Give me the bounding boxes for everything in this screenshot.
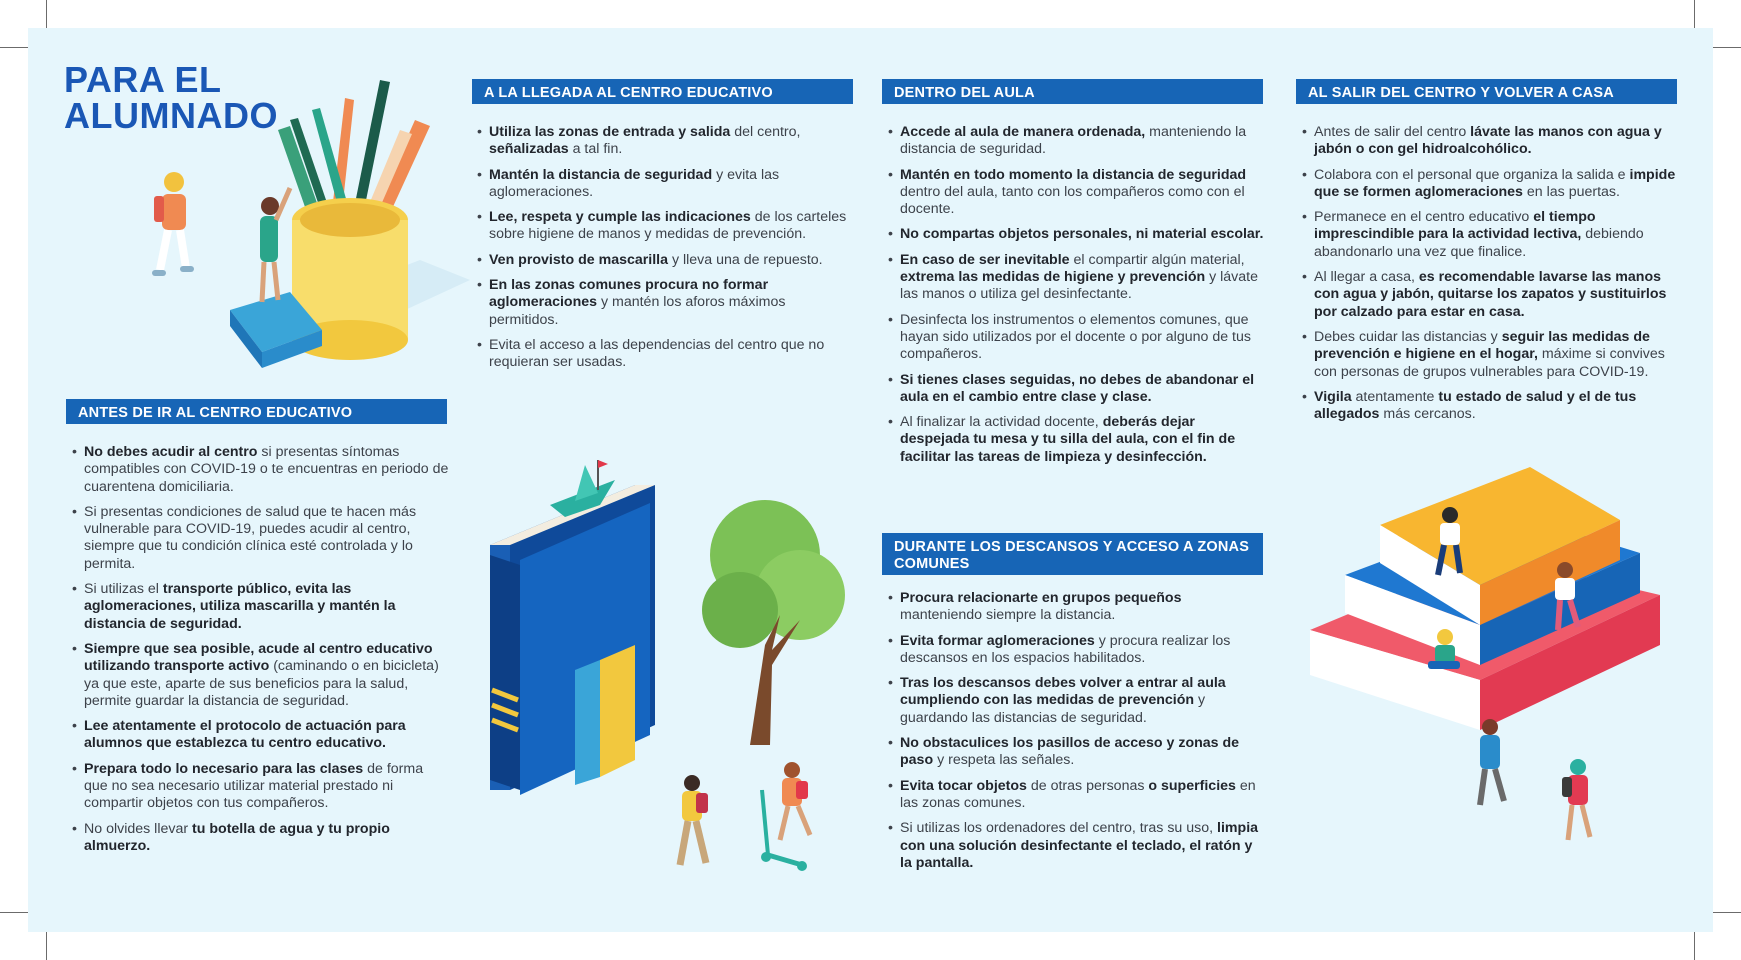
bullet-text-segment: Si utilizas el — [84, 581, 163, 598]
bullet-text-segment: Al llegar a casa, — [1314, 269, 1419, 286]
bullet-item — [886, 820, 1266, 872]
bullet-item — [886, 372, 1266, 407]
crop-mark — [0, 912, 30, 913]
bullet-text-segment: Accede al aula de manera ordenada, — [900, 124, 1146, 140]
bullet-text-segment: más cercanos. — [1379, 406, 1476, 423]
bullet-text-segment: Desinfecta los instrumentos o elementos comunes, que hayan sido utilizados por el docente o por alguno de tus compañeros. — [900, 311, 1251, 363]
bullet-text-segment: deberás dejar despejada tu mesa y tu silla del aula, con el fin de facilitar las tareas de limpieza y desinfección. — [900, 414, 1236, 465]
bullet-text-segment: limpia con una solución desinfectante el teclado, el ratón y la pantalla. — [900, 820, 1259, 871]
bullet-text-segment: (caminando o en bicicleta) ya que este, aparte de sus beneficios para la salud, permite guardar la distancia de seguridad. — [84, 658, 439, 709]
crop-mark — [0, 47, 30, 48]
bullet-text-segment: lávate las manos con agua y jabón o con gel hidroalcohólico. — [1314, 124, 1662, 158]
bullet-text-segment: En las zonas comunes procura no formar aglomeraciones — [489, 277, 769, 311]
bullet-text-segment: En caso de ser inevitable — [900, 251, 1070, 268]
bullet-text-segment: debiendo abandonarlo una vez que finalice. — [1314, 226, 1644, 260]
bullet-item — [886, 735, 1266, 770]
bullet-text-segment: el compartir algún material, — [1069, 251, 1245, 268]
bullet-item — [1300, 329, 1680, 381]
bullet-item — [475, 209, 855, 244]
crop-mark — [1694, 0, 1695, 30]
bullet-text-segment: Tras los descansos debes volver a entrar al aula cumpliendo con las medidas de prevención — [900, 675, 1226, 709]
bullet-text-segment: Vigila — [1314, 388, 1352, 405]
bullet-text-segment: es recomendable lavarse las manos con agua y jabón, quitarse los zapatos y sustituirlos por calzado para estar en casa. — [1314, 269, 1667, 320]
bullet-text-segment: Si utilizas los ordenadores del centro, tras su uso, — [900, 820, 1218, 837]
section-header-llegada: A LA LLEGADA AL CENTRO EDUCATIVO — [472, 79, 853, 104]
bullet-text-segment: y guardando las distancias de seguridad. — [900, 692, 1206, 726]
bullet-item — [475, 277, 855, 329]
bullet-text-segment: y lleva una de repuesto. — [668, 251, 823, 268]
bullet-text-segment: Evita tocar objetos — [900, 777, 1027, 794]
bullet-item — [475, 337, 855, 372]
walking-boy-icon — [1480, 719, 1504, 805]
bullet-text-segment: si presentas síntomas compatibles con COVID-19 o te encuentras en periodo de cuarentena domiciliaria. — [84, 444, 449, 495]
section-header-aula: DENTRO DEL AULA — [882, 79, 1263, 104]
bullet-item — [1300, 389, 1680, 424]
bullet-item — [1300, 124, 1680, 159]
tree-icon — [702, 500, 845, 745]
bullet-text-segment: atentamente — [1351, 388, 1439, 405]
bullet-item — [70, 444, 450, 496]
bullet-text-segment: y respeta las señales. — [933, 752, 1075, 769]
bullet-text-segment: en las puertas. — [1522, 183, 1620, 200]
bullet-text-segment: Antes de salir del centro — [1314, 124, 1471, 140]
bullet-item — [1300, 269, 1680, 321]
student-backpack-icon — [680, 775, 708, 865]
bullet-text-segment: No olvides llevar — [84, 820, 193, 837]
bullet-text-segment: No compartas objetos personales, ni material escolar. — [900, 226, 1264, 243]
bullet-item — [70, 504, 450, 573]
bullet-text-segment: Procura relacionarte en grupos pequeños — [900, 590, 1182, 606]
bullet-text-segment: Utiliza las zonas de entrada y salida — [489, 124, 731, 140]
bullet-item — [886, 590, 1266, 625]
crop-mark — [46, 0, 47, 30]
bullet-text-segment: manteniendo siempre la distancia. — [900, 607, 1116, 624]
bullet-text-segment: Debes cuidar las distancias y — [1314, 328, 1502, 345]
bullet-text-segment: manteniendo la distancia de seguridad. — [900, 124, 1247, 158]
bullet-text-segment: seguir las medidas de prevención e higiene en el hogar, — [1314, 328, 1650, 363]
bullet-item — [886, 124, 1266, 159]
bullet-item — [886, 675, 1266, 727]
bullet-item — [70, 821, 450, 856]
scooter-girl-icon — [761, 762, 810, 871]
bullet-text-segment: Lee, respeta y cumple las indicaciones — [489, 209, 751, 226]
list-salir — [1300, 124, 1680, 431]
bullet-text-segment: Siempre que sea posible, acude al centro educativo utilizando transporte activo — [84, 640, 433, 675]
bullet-item — [886, 414, 1266, 466]
walking-girl-icon — [1562, 759, 1590, 840]
crop-mark — [46, 930, 47, 960]
bullet-item — [886, 252, 1266, 304]
student-girl-icon — [260, 188, 290, 302]
bullet-item — [1300, 167, 1680, 202]
bullet-text-segment: de los carteles sobre higiene de manos y medidas de prevención. — [489, 209, 847, 243]
bullet-text-segment: o superficies — [1148, 777, 1236, 794]
bullet-text-segment: Mantén en todo momento la distancia de seguridad — [900, 166, 1247, 183]
section-header-antes: ANTES DE IR AL CENTRO EDUCATIVO — [66, 399, 447, 424]
section-header-salir: AL SALIR DEL CENTRO Y VOLVER A CASA — [1296, 79, 1677, 104]
crop-mark — [1711, 912, 1741, 913]
giant-book-door-illustration — [480, 445, 850, 880]
bullet-text-segment: dentro del aula, tanto con los compañeros como con el docente. — [900, 183, 1245, 218]
bullet-text-segment: No debes acudir al centro — [84, 444, 258, 460]
bullet-item — [70, 718, 450, 753]
bullet-text-segment: tu botella de agua y tu propio almuerzo. — [84, 820, 390, 854]
bullet-text-segment: Evita el acceso a las dependencias del centro que no requieran ser usadas. — [489, 336, 825, 371]
bullet-item — [475, 124, 855, 159]
bullet-text-segment: Evita formar aglomeraciones — [900, 632, 1095, 649]
bullet-text-segment: de otras personas — [1026, 777, 1149, 794]
bullet-text-segment: No obstaculices los pasillos de acceso y zonas de paso — [900, 735, 1240, 769]
bullet-text-segment: Prepara todo lo necesario para las clases — [84, 760, 364, 777]
stacked-books-readers-illustration — [1300, 465, 1670, 875]
bullet-text-segment: Si presentas condiciones de salud que te hacen más vulnerable para COVID-19, puedes acudir al centro, siempre que tu condición clínica esté controlada y lo permita. — [84, 503, 417, 572]
bullet-text-segment: a tal fin. — [568, 141, 623, 158]
bullet-item — [475, 167, 855, 202]
bullet-text-segment: y procura realizar los descansos en los espacios habilitados. — [900, 632, 1231, 666]
main-title-line1: PARA EL — [64, 59, 222, 100]
bullet-text-segment: tu estado de salud y el de tus allegados — [1314, 388, 1637, 423]
student-boy-icon — [152, 172, 194, 276]
bullet-item — [70, 581, 450, 633]
bullet-item — [886, 167, 1266, 219]
bullet-item — [886, 312, 1266, 364]
bullet-text-segment: y mantén los aforos máximos permitidos. — [489, 294, 786, 328]
section-header-descansos: DURANTE LOS DESCANSOS Y ACCESO A ZONAS COMUNES — [882, 533, 1263, 575]
bullet-text-segment: Si tienes clases seguidas, no debes de abandonar el aula en el cambio entre clase y clase. — [900, 371, 1255, 405]
bullet-item — [886, 778, 1266, 813]
bullet-text-segment: Al finalizar la actividad docente, — [900, 414, 1103, 431]
main-title-line2: ALUMNADO — [64, 95, 278, 136]
bullet-text-segment: de forma que no sea necesario utilizar material prestado ni compartir objetos con tus compañeros. — [84, 760, 424, 812]
bullet-text-segment: transporte público, evita las aglomeraciones, utiliza mascarilla y mantén la distancia de seguridad. — [84, 581, 396, 632]
bullet-text-segment: Lee atentamente el protocolo de actuación para alumnos que establezca tu centro educativo. — [84, 718, 406, 752]
bullet-text-segment: en las zonas comunes. — [900, 777, 1256, 811]
bullet-text-segment: y evita las aglomeraciones. — [489, 166, 780, 200]
pencil-cup-students-illustration — [140, 70, 480, 390]
crop-mark — [1711, 47, 1741, 48]
bullet-item — [1300, 209, 1680, 261]
bullet-text-segment: extrema las medidas de higiene y prevención — [900, 269, 1206, 286]
bullet-item — [475, 252, 855, 269]
bullet-item — [70, 641, 450, 710]
list-llegada — [475, 124, 855, 380]
bullet-text-segment: máxime si convives con personas de grupos vulnerables para COVID-19. — [1314, 346, 1665, 380]
bullet-text-segment: Ven provisto de mascarilla — [489, 251, 668, 268]
bullet-text-segment: señalizadas — [489, 141, 569, 158]
bullet-item — [886, 633, 1266, 668]
bullet-text-segment: Colabora con el personal que organiza la salida e — [1314, 166, 1630, 183]
bullet-item — [886, 226, 1266, 243]
bullet-text-segment: y lávate las manos o utiliza gel desinfectante. — [900, 269, 1258, 303]
bullet-text-segment: del centro, — [730, 124, 801, 140]
bullet-text-segment: impide que se formen aglomeraciones — [1314, 166, 1676, 200]
bullet-text-segment: el tiempo imprescindible para la actividad lectiva, — [1314, 209, 1596, 243]
list-descansos — [886, 590, 1266, 880]
bullet-text-segment: Permanece en el centro educativo — [1314, 209, 1534, 226]
bullet-text-segment: Mantén la distancia de seguridad — [489, 166, 713, 183]
bullet-item — [70, 761, 450, 813]
list-aula — [886, 124, 1266, 474]
crop-mark — [1694, 930, 1695, 960]
list-antes — [70, 444, 450, 863]
